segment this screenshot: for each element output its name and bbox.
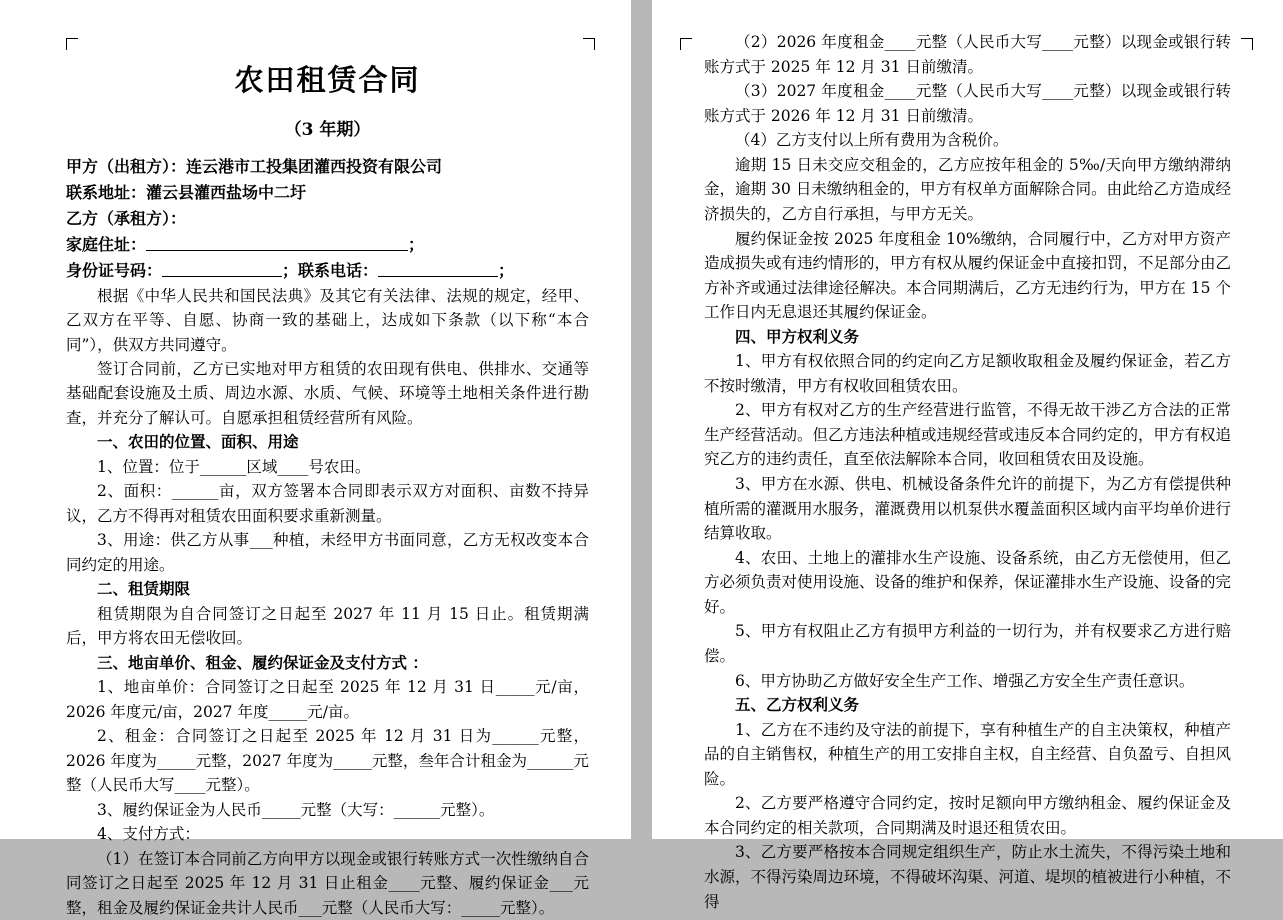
deposit-paragraph: 履约保证金按 2025 年度租金 10%缴纳，合同履行中，乙方对甲方资产造成损失或有违约情形的，甲方有权从履约保证金中直接扣罚，不足部分由乙方补齐或通过法律途径解决。本合同期满后，乙方无违约行为，甲方在 15 个工作日内无息退还其履约保证金。 <box>704 229 1232 322</box>
party-b-home-address: 家庭住址： ； <box>66 234 425 254</box>
crop-mark-page2-top-right <box>1241 38 1253 50</box>
party-a-name: 甲方（出租方）：连云港市工投集团灌西投资有限公司 <box>66 157 443 176</box>
section-3-item-3: 3、履约保证金为人民币_____元整（大写：______元整）。 <box>97 800 495 819</box>
party-b-id-blank <box>162 260 282 276</box>
preamble-paragraph-1: 根据《中华人民共和国民法典》及其它有关法律、法规的规定，经甲、乙双方在平等、自愿、协商一致的基础上，达成如下条款（以下称“本合同”），供双方共同遵守。 <box>66 286 589 354</box>
party-b-phone-label: 联系电话： <box>298 260 379 280</box>
section-5-item-3: 3、乙方要严格按本合同规定组织生产，防止水土流失，不得污染土地和水源，不得污染周边环境，不得破坏沟渠、河道、堤坝的植被进行小种植，不得 <box>704 843 1232 911</box>
section-5-heading: 五、乙方权利义务 <box>735 695 860 715</box>
section-5-item-2: 2、乙方要严格遵守合同约定，按时足额向甲方缴纳租金、履约保证金及本合同约定的相关款项，合同期满及时退还租赁农田。 <box>704 794 1231 837</box>
section-4-item-5: 5、甲方有权阻止乙方有损甲方利益的一切行为，并有权要求乙方进行赔偿。 <box>704 622 1231 665</box>
section-4-item-6: 6、甲方协助乙方做好安全生产工作、增强乙方安全生产责任意识。 <box>735 671 1195 690</box>
section-1-heading: 一、农田的位置、面积、用途 <box>97 432 299 452</box>
party-b-phone-blank <box>378 260 498 276</box>
section-3-item-1: 1、地亩单价：合同签订之日起至 2025 年 12 月 31 日_____元/亩，2026 年度元/亩，2027 年度_____元/亩。 <box>66 678 589 721</box>
document-page-2 <box>652 0 1283 911</box>
crop-mark-top-right <box>583 38 595 50</box>
preamble-paragraph-2: 签订合同前，乙方已实地对甲方租赁的农田现有供电、供排水、交通等基础配套设施及土质、周边水源、水质、气候、环境等土地相关条件进行勘查，并充分了解认可。自愿承担租赁经营所有风险。 <box>66 359 589 427</box>
party-b-home-address-label: 家庭住址： <box>66 234 147 254</box>
party-b-id-label: 身份证号码： <box>66 260 163 280</box>
crop-mark-page2-top-left <box>680 38 692 50</box>
section-3-item-5: （1）在签订本合同前乙方向甲方以现金或银行转账方式一次性缴纳自合同签订之日起至 2025 年 12 月 31 日止租金____元整、履约保证金___元整，租金及履约保证金共计人民币___元整（人民币大写：_____元整）。 <box>66 849 589 917</box>
section-4-item-3: 3、甲方在水源、供电、机械设备条件允许的前提下，为乙方有偿提供种植所需的灌溉用水服务，灌溉费用以机泵供水覆盖面积区域内亩平均单价进行结算收取。 <box>704 475 1232 543</box>
section-1-item-1: 1、位置：位于______区域____号农田。 <box>97 457 371 476</box>
party-b-id: 身份证号码： ；联系电话： ； <box>66 260 515 280</box>
party-b-name: 乙方（承租方）： <box>66 208 187 228</box>
section-4-item-1: 1、甲方有权依照合同的约定向乙方足额收取租金及履约保证金，若乙方不按时缴清，甲方有权收回租赁农田。 <box>704 352 1231 395</box>
crop-mark-top-left <box>66 38 78 50</box>
section-3-heading: 三、地亩单价、租金、履约保证金及支付方式 ： <box>97 652 428 672</box>
section-4-item-4: 4、农田、土地上的灌排水生产设施、设备系统，由乙方无偿使用，但乙方必须负责对使用设施、设备的维护和保养，保证灌排水生产设施、设备的完好。 <box>704 548 1232 616</box>
section-1-item-2: 2、面积：______亩，双方签署本合同即表示双方对面积、亩数不持异议，乙方不得再对租赁农田面积要求重新测量。 <box>66 482 589 525</box>
section-2-heading: 二、租赁期限 <box>97 579 191 599</box>
section-1-item-3: 3、用途：供乙方从事___种植，未经甲方书面同意，乙方无权改变本合同约定的用途。 <box>66 531 589 574</box>
payment-item-3: （3）2027 年度租金____元整（人民币大写____元整）以现金或银行转账方式于 2026 年 12 月 31 日前缴清。 <box>704 82 1231 125</box>
party-b-home-address-blank <box>146 235 408 251</box>
section-4-item-2: 2、甲方有权对乙方的生产经营进行监管，不得无故干涉乙方合法的正常生产经营活动。但乙方违法种植或违规经营或违反本合同约定的，甲方有权追究乙方的违约责任，直至依法解除本合同，收回租赁农田及设施。 <box>704 401 1232 469</box>
late-fee-paragraph: 逾期 15 日未交应交租金的，乙方应按年租金的 5‰/天向甲方缴纳滞纳金，逾期 30 日未缴纳租金的，甲方有权单方面解除合同。由此给乙方造成经济损失的，乙方自行承担，与甲方无关。 <box>704 155 1231 223</box>
page-subtitle: （3 年期） <box>284 120 371 140</box>
section-5-item-1: 1、乙方在不违约及守法的前提下，享有种植生产的自主决策权，种植产品的自主销售权，种植生产的用工安排自主权，自主经营、自负盈亏、自担风险。 <box>704 720 1232 788</box>
section-2-text: 租赁期限为自合同签订之日起至 2027 年 11 月 15 日止。租赁期满后，甲方将农田无偿收回。 <box>66 604 589 648</box>
party-a-address: 联系地址：灌云县灌西盐场中二圩 <box>66 182 307 202</box>
payment-item-2: （2）2026 年度租金____元整（人民币大写____元整）以现金或银行转账方式于 2025 年 12 月 31 日前缴清。 <box>704 33 1231 76</box>
section-3-item-4: 4、支付方式： <box>97 825 200 844</box>
page-title: 农田租赁合同 <box>234 63 421 97</box>
document-page-1 <box>0 0 631 917</box>
section-3-item-2: 2、租金：合同签订之日起至 2025 年 12 月 31 日为______元整，2026 年度为_____元整，2027 年度为_____元整，叁年合计租金为______元整（人民币大写____元整）。 <box>66 727 589 795</box>
section-4-heading: 四、甲方权利义务 <box>735 326 860 346</box>
payment-item-4: （4）乙方支付以上所有费用为含税价。 <box>735 131 1009 150</box>
